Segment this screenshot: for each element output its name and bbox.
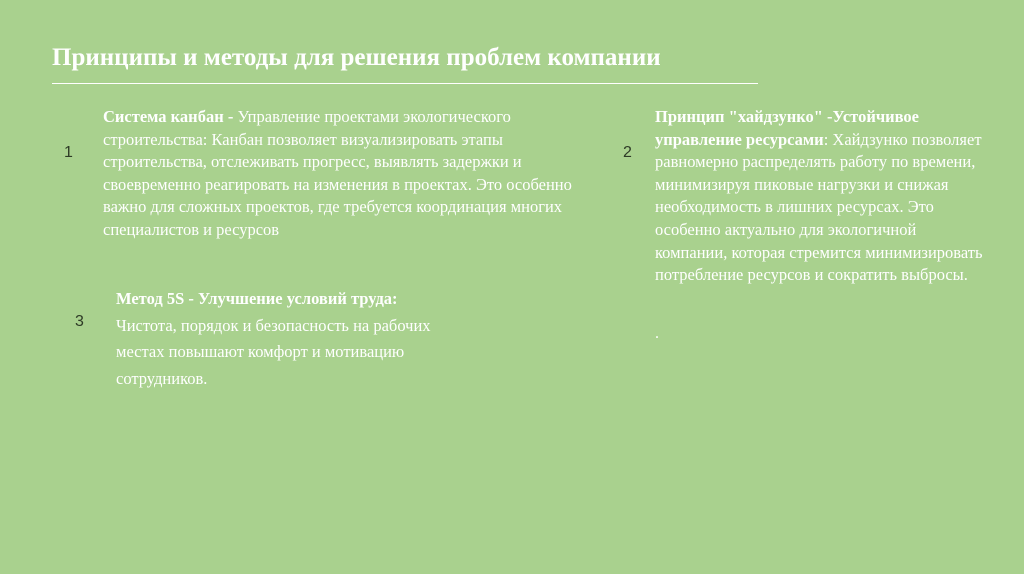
principle-block-5s [116, 286, 466, 392]
item-number-1: 1 [64, 144, 73, 161]
slide-title: Принципы и методы для решения проблем компании [52, 44, 661, 71]
principle-heading-heijunka: Принцип "хайдзунко" -Устойчивое управление ресурсами [655, 107, 920, 149]
trailing-dot: . [655, 325, 659, 342]
principle-text-5s: Чистота, порядок и безопасность на рабочих местах повышают комфорт и мотивацию сотрудников. [116, 315, 431, 388]
principle-heading-kanban: Система канбан - [103, 107, 238, 126]
principle-block-heijunka [655, 106, 985, 287]
principle-text-kanban: Управление проектами экологического строительства: Канбан позволяет визуализировать этапы строительства, отслеживать прогресс, выявлять задержки и своевременно реагировать на изменения в проектах. Это особенно важно для сложных проектов, где требуется координация многих специалистов и ресурсов [103, 107, 572, 239]
principle-block-kanban [103, 106, 598, 242]
principle-heading-5s: Метод 5S - Улучшение условий труда: [116, 289, 398, 308]
item-number-3: 3 [75, 313, 84, 330]
title-underline [52, 83, 758, 84]
principle-text-heijunka: : Хайдзунко позволяет равномерно распределять работу по времени, минимизируя пиковые нагрузки и снижая необходимость в лишних ресурсах. Это особенно актуально для экологичной компании, которая стремится минимизировать потребление ресурсов и сократить выбросы. [655, 129, 983, 285]
item-number-2: 2 [623, 144, 632, 161]
